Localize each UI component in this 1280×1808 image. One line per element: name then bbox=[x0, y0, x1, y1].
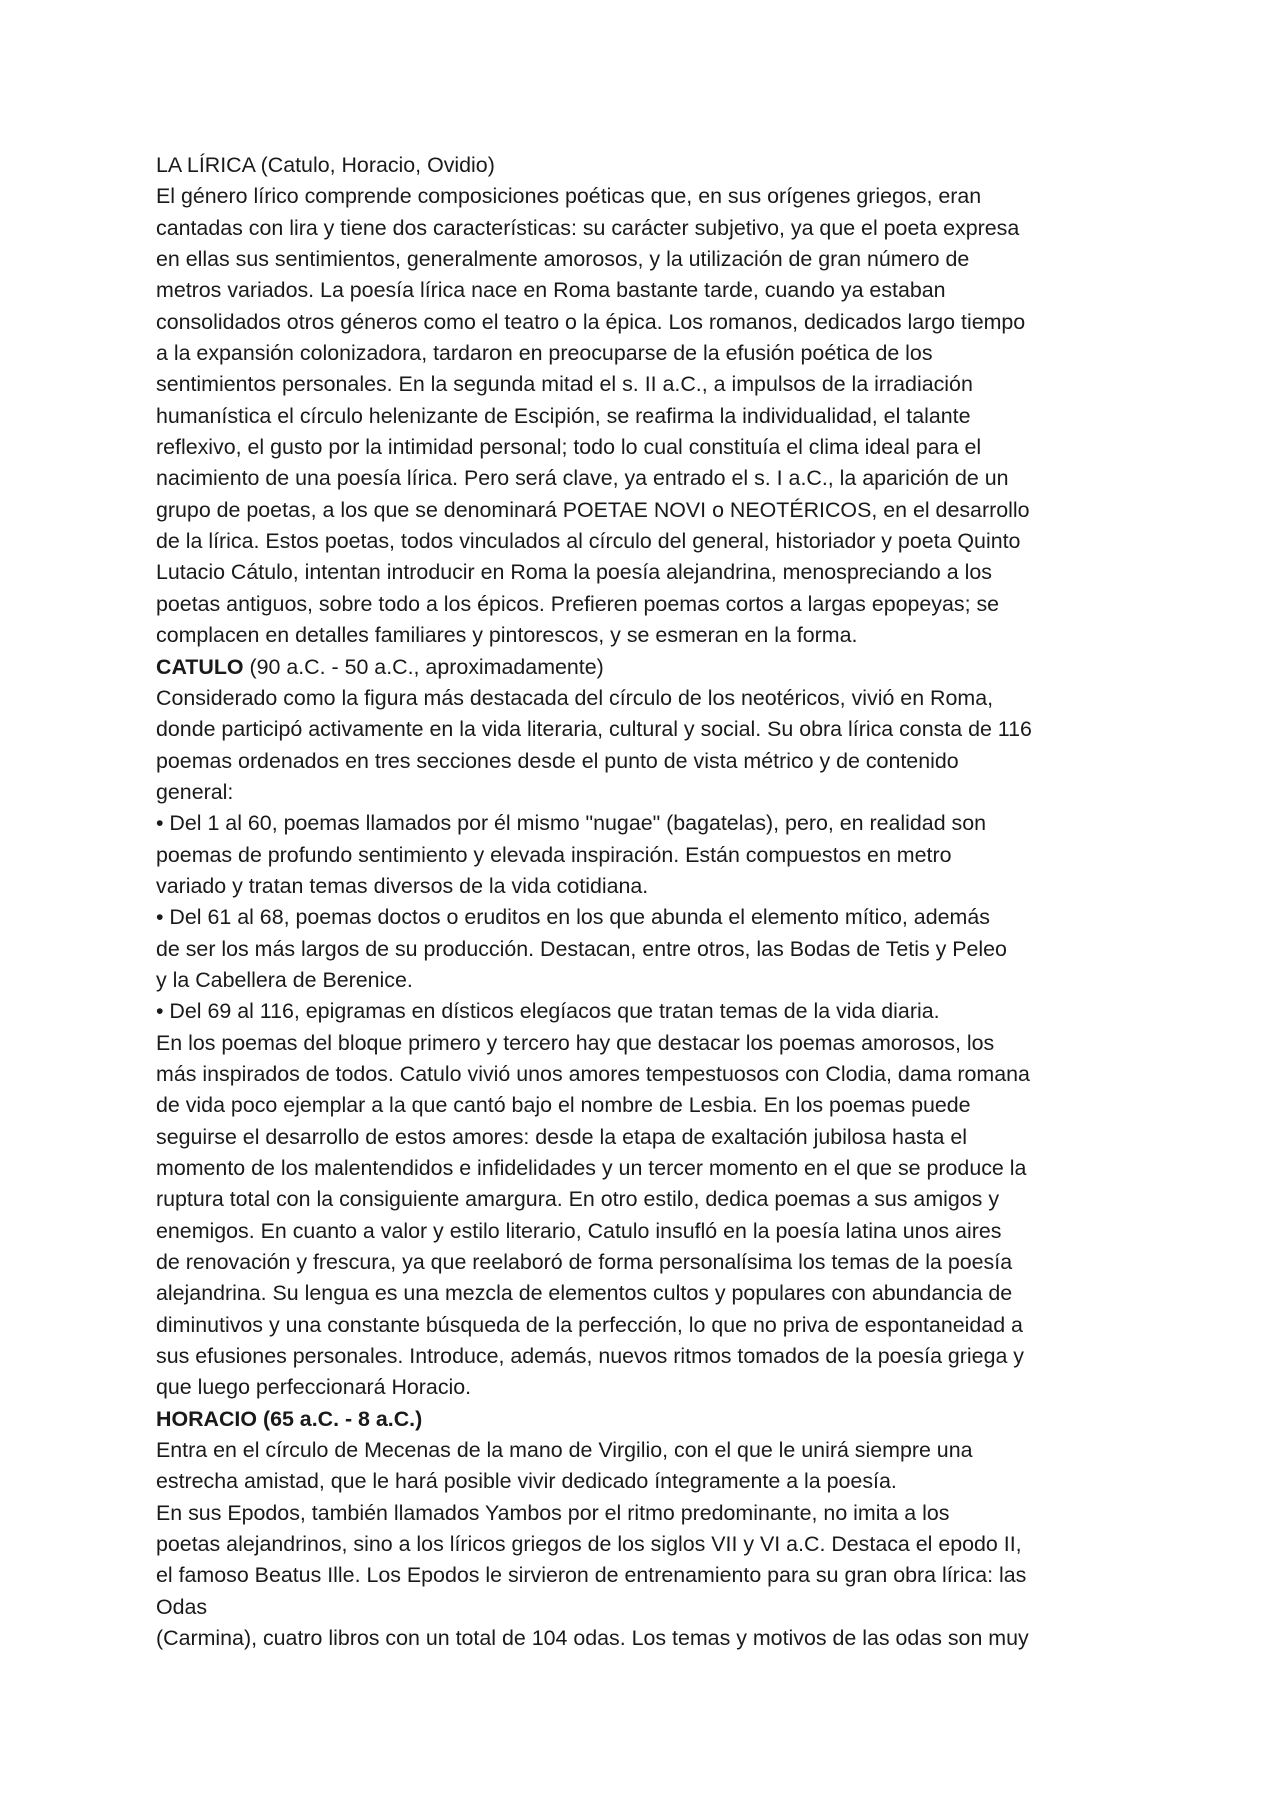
text-line: Lutacio Cátulo, intentan introducir en Roma la poesía alejandrina, menospreciando a los bbox=[156, 560, 992, 585]
bullet-item: • Del 1 al 60, poemas llamados por él mismo "nugae" (bagatelas), pero, en realidad son bbox=[156, 811, 987, 836]
text-line: sus efusiones personales. Introduce, además, nuevos ritmos tomados de la poesía griega y bbox=[156, 1344, 1025, 1369]
text-line: estrecha amistad, que le hará posible vivir dedicado íntegramente a la poesía. bbox=[156, 1469, 897, 1494]
text-line: complacen en detalles familiares y pintorescos, y se esmeran en la forma. bbox=[156, 623, 858, 648]
text-line: alejandrina. Su lengua es una mezcla de elementos cultos y populares con abundancia de bbox=[156, 1281, 1013, 1306]
text-line: poetas antiguos, sobre todo a los épicos. Prefieren poemas cortos a largas epopeyas; se bbox=[156, 591, 1000, 616]
text-line: El género lírico comprende composiciones poéticas que, en sus orígenes griegos, eran bbox=[156, 184, 982, 209]
text-line: Odas bbox=[156, 1594, 208, 1619]
text-line: humanística el círculo helenizante de Escipión, se reafirma la individualidad, el talante bbox=[156, 403, 971, 428]
text-line: grupo de poetas, a los que se denominará POETAE NOVI o NEOTÉRICOS, en el desarrollo bbox=[156, 497, 1030, 522]
bullet-item: • Del 69 al 116, epigramas en dísticos elegíacos que tratan temas de la vida diaria. bbox=[156, 999, 940, 1024]
text-line: consolidados otros géneros como el teatro o la épica. Los romanos, dedicados largo tiempo bbox=[156, 309, 1026, 334]
text-line: donde participó activamente en la vida literaria, cultural y social. Su obra lírica consta de 116 bbox=[156, 717, 1032, 742]
text-line: que luego perfeccionará Horacio. bbox=[156, 1375, 472, 1400]
text-line: momento de los malentendidos e infidelidades y un tercer momento en el que se produce la bbox=[156, 1156, 1027, 1180]
section-heading-horacio: HORACIO (65 a.C. - 8 a.C.) bbox=[156, 1406, 423, 1431]
text-line: en ellas sus sentimientos, generalmente amorosos, y la utilización de gran número de bbox=[156, 247, 970, 272]
text-line: Considerado como la figura más destacada del círculo de los neotéricos, vivió en Roma, bbox=[156, 685, 994, 710]
text-line: En sus Epodos, también llamados Yambos por el ritmo predominante, no imita a los bbox=[156, 1500, 950, 1525]
text-line: metros variados. La poesía lírica nace en Roma bastante tarde, cuando ya estaban bbox=[156, 278, 946, 303]
text-line: a la expansión colonizadora, tardaron en preocuparse de la efusión poética de los bbox=[156, 341, 933, 366]
bullet-item: • Del 61 al 68, poemas doctos o eruditos en los que abunda el elemento mítico, además bbox=[156, 905, 990, 930]
text-line: variado y tratan temas diversos de la vida cotidiana. bbox=[156, 873, 649, 898]
text-line: reflexivo, el gusto por la intimidad personal; todo lo cual constituía el clima ideal para el bbox=[156, 435, 982, 460]
text-line: nacimiento de una poesía lírica. Pero será clave, ya entrado el s. I a.C., la aparición de un bbox=[156, 466, 1009, 491]
text-line: poemas de profundo sentimiento y elevada inspiración. Están compuestos en metro bbox=[156, 842, 952, 867]
text-line: sentimientos personales. En la segunda mitad el s. II a.C., a impulsos de la irradiación bbox=[156, 372, 973, 397]
text-line: Entra en el círculo de Mecenas de la mano de Virgilio, con el que le unirá siempre una bbox=[156, 1438, 973, 1463]
text-line: enemigos. En cuanto a valor y estilo literario, Catulo insufló en la poesía latina unos aires bbox=[156, 1218, 1002, 1243]
text-line: y la Cabellera de Berenice. bbox=[156, 967, 413, 992]
text-line: seguirse el desarrollo de estos amores: desde la etapa de exaltación jubilosa hasta el bbox=[156, 1124, 967, 1149]
document-title: LA LÍRICA (Catulo, Horacio, Ovidio) bbox=[156, 153, 495, 177]
text-line: de vida poco ejemplar a la que cantó bajo el nombre de Lesbia. En los poemas puede bbox=[156, 1093, 971, 1118]
text-line: de la lírica. Estos poetas, todos vinculados al círculo del general, historiador y poeta Quinto bbox=[156, 529, 1021, 554]
text-line: de ser los más largos de su producción. Destacan, entre otros, las Bodas de Tetis y Peleo bbox=[156, 936, 1007, 961]
section-heading-catulo-dates: (90 a.C. - 50 a.C., aproximadamente) bbox=[243, 654, 604, 679]
text-line: (Carmina), cuatro libros con un total de 104 odas. Los temas y motivos de las odas son muy bbox=[156, 1626, 1029, 1651]
text-line: poetas alejandrinos, sino a los líricos griegos de los siglos VII y VI a.C. Destaca el epodo II, bbox=[156, 1532, 1022, 1557]
text-line: poemas ordenados en tres secciones desde el punto de vista métrico y de contenido bbox=[156, 748, 959, 773]
section-heading-catulo-name: CATULO bbox=[156, 654, 244, 679]
text-line: diminutivos y una constante búsqueda de la perfección, lo que no priva de espontaneidad a bbox=[156, 1312, 1023, 1337]
text-line: cantadas con lira y tiene dos características: su carácter subjetivo, ya que el poeta expresa bbox=[156, 215, 1020, 240]
text-line: ruptura total con la consiguiente amargura. En otro estilo, dedica poemas a sus amigos y bbox=[156, 1187, 1000, 1212]
section-heading-catulo bbox=[156, 652, 1141, 683]
text-line: de renovación y frescura, ya que reelaboró de forma personalísima los temas de la poesía bbox=[156, 1250, 1013, 1275]
text-line: más inspirados de todos. Catulo vivió unos amores tempestuosos con Clodia, dama romana bbox=[156, 1061, 1030, 1086]
text-line: el famoso Beatus Ille. Los Epodos le sirvieron de entrenamiento para su gran obra lírica: las bbox=[156, 1563, 1027, 1588]
text-line: general: bbox=[156, 779, 234, 804]
document-page bbox=[156, 150, 1141, 1655]
text-line: En los poemas del bloque primero y tercero hay que destacar los poemas amorosos, los bbox=[156, 1030, 995, 1055]
